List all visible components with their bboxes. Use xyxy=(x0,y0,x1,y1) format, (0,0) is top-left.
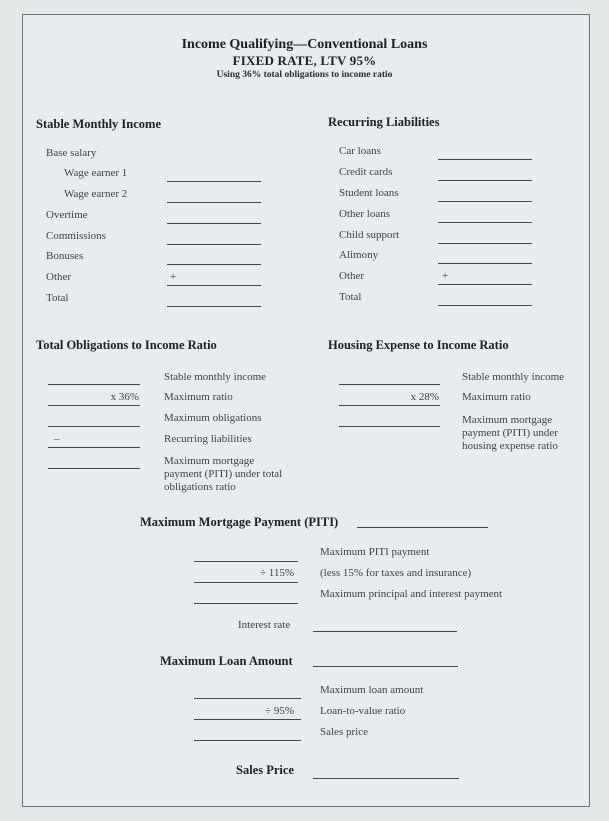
to-ratio-value: x 36% xyxy=(110,391,139,403)
alimony-field[interactable] xyxy=(438,263,532,264)
to-max-payment-label: Maximum mortgage payment (PITI) under total obligations ratio xyxy=(164,455,283,493)
car-loans-label: Car loans xyxy=(339,145,381,157)
commissions-label: Commissions xyxy=(46,230,106,242)
to-max-obligations-field[interactable] xyxy=(48,426,140,427)
liabilities-plus-sign: + xyxy=(442,270,449,282)
he-max-payment-field[interactable] xyxy=(339,426,440,427)
wage-earner-2-label: Wage earner 2 xyxy=(64,188,128,200)
to-stable-income-label: Stable monthly income xyxy=(164,371,267,383)
less-taxes-label: (less 15% for taxes and insurance) xyxy=(320,567,472,579)
car-loans-field[interactable] xyxy=(438,159,532,160)
student-loans-label: Student loans xyxy=(339,187,399,199)
base-salary-label: Base salary xyxy=(46,147,97,159)
bonuses-label: Bonuses xyxy=(46,250,84,262)
to-max-ratio-label: Maximum ratio xyxy=(164,391,233,403)
he-stable-income-label: Stable monthly income xyxy=(462,371,565,383)
piti-heading: Maximum Mortgage Payment (PITI) xyxy=(140,515,339,529)
total-obligations-heading: Total Obligations to Income Ratio xyxy=(36,338,217,352)
recurring-liabilities-heading: Recurring Liabilities xyxy=(328,115,440,129)
to-max-payment-field[interactable] xyxy=(48,468,140,469)
wage-earner-1-label: Wage earner 1 xyxy=(64,167,128,179)
overtime-field[interactable] xyxy=(167,223,261,224)
form-subtitle: FIXED RATE, LTV 95% xyxy=(232,53,377,68)
form-note: Using 36% total obligations to income ratio xyxy=(216,70,393,80)
child-support-field[interactable] xyxy=(438,243,532,244)
to-ratio-field[interactable] xyxy=(48,405,140,406)
income-total-label: Total xyxy=(46,292,69,304)
max-pi-field[interactable] xyxy=(194,603,298,604)
sales-price-heading: Sales Price xyxy=(236,763,294,777)
wage-earner-1-field[interactable] xyxy=(167,181,261,182)
liabilities-total-label: Total xyxy=(339,291,362,303)
he-stable-income-field[interactable] xyxy=(339,384,440,385)
he-max-payment-label: Maximum mortgage payment (PITI) under housing expense ratio xyxy=(462,414,558,452)
credit-cards-field[interactable] xyxy=(438,180,532,181)
ltv-label: Loan-to-value ratio xyxy=(320,705,406,717)
wage-earner-2-field[interactable] xyxy=(167,202,261,203)
ltv-value: ÷ 95% xyxy=(265,705,294,717)
sales-price-calc-field[interactable] xyxy=(194,740,301,741)
to-max-obligations-label: Maximum obligations xyxy=(164,412,262,424)
to-minus-sign: – xyxy=(54,433,60,445)
piti-heading-field[interactable] xyxy=(357,527,488,528)
other-loans-field[interactable] xyxy=(438,222,532,223)
liabilities-total-field[interactable] xyxy=(438,305,532,306)
student-loans-field[interactable] xyxy=(438,201,532,202)
max-loan-label: Maximum loan amount xyxy=(320,684,424,696)
loan-amount-heading-field[interactable] xyxy=(313,666,458,667)
overtime-label: Overtime xyxy=(46,209,88,221)
he-ratio-value: x 28% xyxy=(410,391,439,403)
credit-cards-label: Credit cards xyxy=(339,166,393,178)
he-max-ratio-label: Maximum ratio xyxy=(462,391,531,403)
max-pi-label: Maximum principal and interest payment xyxy=(320,588,503,600)
form-title: Income Qualifying—Conventional Loans xyxy=(181,37,428,52)
liabilities-other-field[interactable] xyxy=(438,284,532,285)
income-other-label: Other xyxy=(46,271,72,283)
interest-rate-field[interactable] xyxy=(313,631,457,632)
max-piti-field[interactable] xyxy=(194,561,298,562)
income-total-field[interactable] xyxy=(167,306,261,307)
he-ratio-field[interactable] xyxy=(339,405,440,406)
income-plus-sign: + xyxy=(170,271,177,283)
stable-income-heading: Stable Monthly Income xyxy=(36,117,161,131)
ltv-field[interactable] xyxy=(194,719,301,720)
bonuses-field[interactable] xyxy=(167,264,261,265)
sales-price-field[interactable] xyxy=(313,778,459,779)
sales-price-calc-label: Sales price xyxy=(320,726,368,738)
housing-expense-heading: Housing Expense to Income Ratio xyxy=(328,338,509,352)
loan-amount-heading: Maximum Loan Amount xyxy=(160,654,293,668)
to-recurring-liabilities-field[interactable] xyxy=(48,447,140,448)
child-support-label: Child support xyxy=(339,229,400,241)
alimony-label: Alimony xyxy=(339,249,379,261)
max-piti-label: Maximum PITI payment xyxy=(320,546,430,558)
max-loan-field[interactable] xyxy=(194,698,301,699)
to-stable-income-field[interactable] xyxy=(48,384,140,385)
commissions-field[interactable] xyxy=(167,244,261,245)
piti-divisor-value: ÷ 115% xyxy=(259,567,294,579)
interest-rate-label: Interest rate xyxy=(238,619,291,631)
liabilities-other-label: Other xyxy=(339,270,365,282)
to-recurring-liabilities-label: Recurring liabilities xyxy=(164,433,252,445)
form-frame xyxy=(22,14,590,807)
other-loans-label: Other loans xyxy=(339,208,391,220)
income-other-field[interactable] xyxy=(167,285,261,286)
piti-divisor-field[interactable] xyxy=(194,582,298,583)
